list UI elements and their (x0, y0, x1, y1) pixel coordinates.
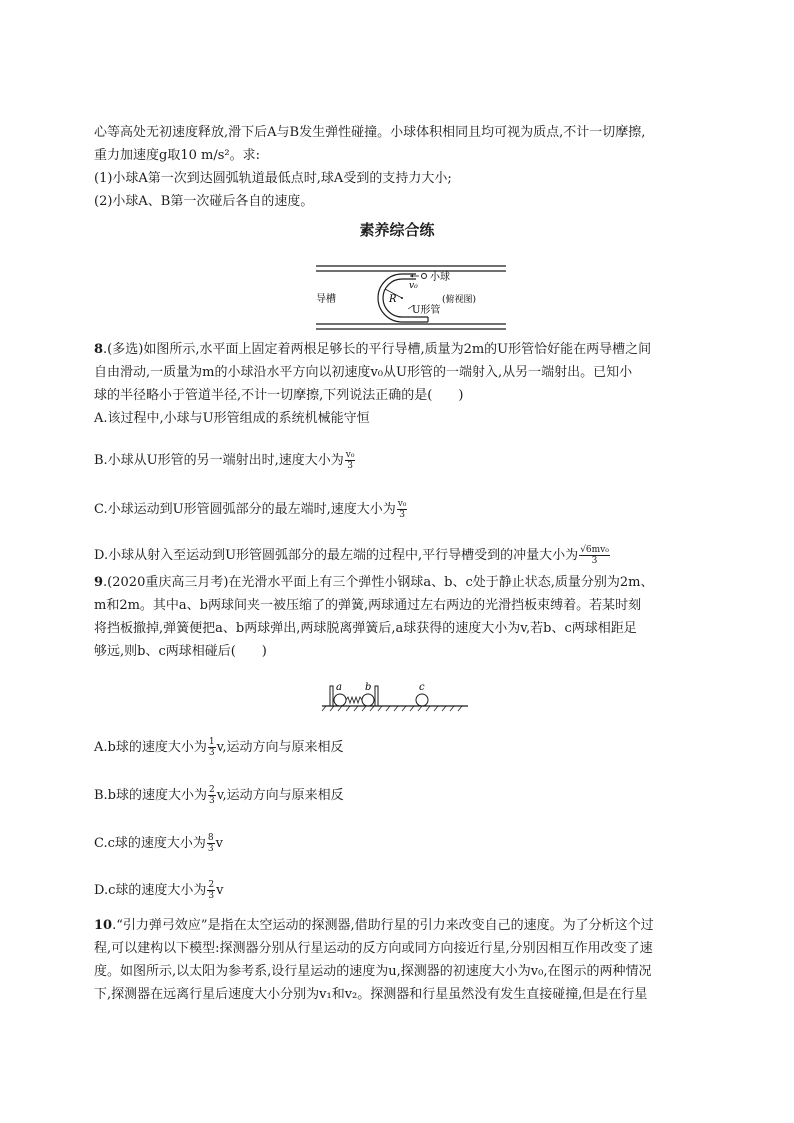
q8-option-d (94, 545, 611, 566)
q8-option-d-fraction: $\frac{\text{√6mv₀}}{3}$ (580, 545, 609, 566)
label-ball-b: b (365, 682, 372, 693)
label-radius: R (389, 294, 397, 305)
q9-option-a: A.b球的速度大小为 $\frac{1}{3}$ v,运动方向与原来相反 (94, 737, 344, 758)
q8-option-c-text: C.小球运动到U形管圆弧部分的最左端时,速度大小为 (94, 502, 396, 517)
q8-line-2: 自由滑动,一质量为m的小球沿水平方向以初速度v₀从U形管的一端射入,从另一端射出。已知小 (94, 365, 633, 380)
q10-line-2: 程,可以建构以下模型:探测器分别从行星运动的反方向或同方向接近行星,分别因相互作用改变了速 (94, 941, 653, 956)
q9-option-c: C.c球的速度大小为 $\frac{8}{3}$ v (94, 833, 223, 854)
intro-line-1: 心等高处无初速度释放,滑下后A与B发生弹性碰撞。小球体积相同且均可视为质点,不计一切摩擦, (94, 125, 646, 140)
q9-line-1 (94, 574, 654, 592)
section-title: 素养综合练 (359, 221, 435, 239)
q8-line-3: 球的半径略小于管道半径,不计一切摩擦,下列说法正确的是( ) (94, 388, 464, 403)
q9-line-4: 够远,则b、c两球相碰后( ) (94, 644, 267, 659)
q9-option-b-fraction: $\frac{2}{3}$ (209, 785, 215, 806)
label-ball-c: c (419, 682, 425, 693)
q10-line-1 (94, 917, 654, 935)
label-ball-a: a (336, 682, 342, 693)
q10-text-1: .“引力弹弓效应”是指在太空运动的探测器,借助行星的引力来改变自己的速度。为了分析这个过 (112, 918, 654, 933)
label-v0: v₀ (409, 281, 418, 291)
q9-option-c-fraction: $\frac{8}{3}$ (207, 833, 214, 854)
label-view: (俯视图) (442, 295, 477, 305)
q10-line-3: 度。如图所示,以太阳为参考系,设行星运动的速度为u,探测器的初速度大小为v₀,在图示的两种情况 (94, 964, 652, 979)
q9-option-d-fraction: $\frac{2}{3}$ (208, 880, 215, 901)
q9-number: 9 (94, 575, 104, 590)
q8-option-b-text: B.小球从U形管的另一端射出时,速度大小为 (94, 453, 344, 468)
q8-option-c (94, 499, 408, 520)
q8-option-c-fraction: $\frac{\text{v₀}}{3}$ (397, 499, 407, 520)
q8-number: 8 (94, 342, 104, 357)
q9-text-1: .(2020重庆高三月考)在光滑水平面上有三个弹性小钢球a、b、c处于静止状态,质量分别为2m、 (103, 575, 654, 590)
label-utube: U形管 (412, 305, 441, 316)
q8-option-d-text: D.小球从射入至运动到U形管圆弧部分的最左端的过程中,平行导槽受到的冲量大小为 (94, 548, 579, 563)
intro-line-2: 重力加速度g取10 m/s²。求: (94, 148, 260, 163)
q9-option-a-fraction: $\frac{1}{3}$ (208, 737, 215, 758)
label-ball: 小球 (430, 272, 450, 283)
u-tube-figure (306, 262, 516, 334)
q8-text-1: .(多选)如图所示,水平面上固定着两根足够长的平行导槽,质量为2m的U形管恰好能在两导槽之间 (103, 342, 652, 357)
q9-option-d: D.c球的速度大小为 $\frac{2}{3}$ v (94, 880, 224, 901)
q9-line-2: m和2m。其中a、b两球间夹一被压缩了的弹簧,两球通过左右两边的光滑挡板束缚着。若某时刻 (94, 598, 642, 613)
q8-line-1 (94, 341, 651, 359)
q10-line-4: 下,探测器在远离行星后速度大小分别为v₁和v₂。探测器和行星虽然没有发生直接碰撞,但是在行星 (94, 987, 648, 1002)
q8-option-b (94, 450, 356, 471)
label-groove: 导槽 (316, 294, 336, 305)
intro-question-1: (1)小球A第一次到达圆弧轨道最低点时,球A受到的支持力大小; (94, 171, 452, 186)
q8-option-a: A.该过程中,小球与U形管组成的系统机械能守恒 (94, 411, 370, 426)
q8-option-b-fraction: $\frac{\text{v₀}}{3}$ (345, 450, 355, 471)
intro-question-2: (2)小球A、B第一次碰后各自的速度。 (94, 194, 314, 209)
balls-figure (318, 678, 474, 712)
q9-line-3: 将挡板撤掉,弹簧便把a、b两球弹出,两球脱离弹簧后,a球获得的速度大小为v,若b、c两球相距足 (94, 621, 637, 636)
q9-option-b: B.b球的速度大小为 $\frac{2}{3}$ v,运动方向与原来相反 (94, 785, 344, 806)
q10-number: 10 (94, 918, 113, 933)
